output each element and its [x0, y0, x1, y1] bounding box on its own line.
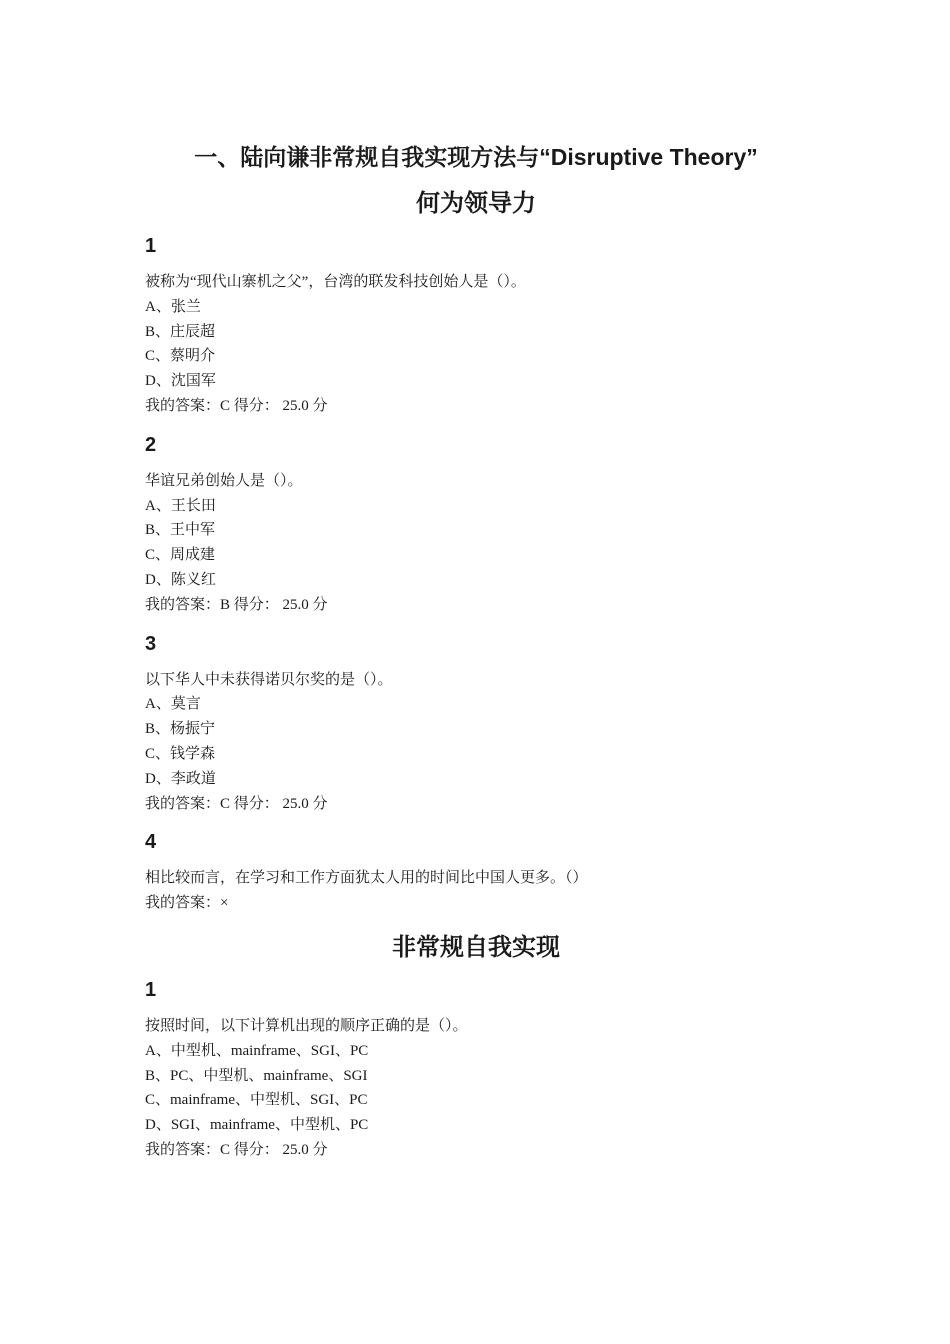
question-text: 相比较而言，在学习和工作方面犹太人用的时间比中国人更多。（）: [145, 870, 588, 887]
question-number: 4: [145, 831, 157, 854]
question-block: [145, 232, 807, 419]
question-number: 1: [145, 978, 157, 1001]
document-page: [145, 142, 807, 1175]
option-b: B、杨振宁: [145, 721, 216, 738]
option-b: B、庄辰超: [145, 323, 216, 340]
option-d: D、SGI、mainframe、中型机、PC: [145, 1117, 369, 1134]
answer-line: 我的答案：B 得分： 25.0 分: [145, 596, 328, 613]
question-text: 按照时间，以下计算机出现的顺序正确的是（）。: [145, 1017, 468, 1034]
document-title: 一、陆向谦非常规自我实现方法与“Disruptive Theory”: [194, 144, 758, 170]
answer-line: 我的答案：×: [145, 895, 229, 912]
question-text: 以下华人中未获得诺贝尔奖的是（）。: [145, 671, 393, 688]
option-b: B、王中军: [145, 522, 216, 539]
answer-line: 我的答案：C 得分： 25.0 分: [145, 795, 328, 812]
option-c: C、周成建: [145, 547, 216, 564]
option-a: A、中型机、mainframe、SGI、PC: [145, 1042, 369, 1059]
option-c: C、mainframe、中型机、SGI、PC: [145, 1092, 368, 1109]
section-title: 非常规自我实现: [392, 933, 560, 961]
question-number: 3: [145, 632, 157, 655]
option-c: C、钱学森: [145, 745, 216, 762]
option-d: D、陈义红: [145, 571, 216, 588]
question-text: 被称为“现代山寨机之父”，台湾的联发科技创始人是（）。: [145, 274, 526, 290]
question-block: [145, 630, 807, 817]
section-title: 何为领导力: [416, 190, 536, 217]
answer-line: 我的答案：C 得分： 25.0 分: [145, 397, 328, 414]
option-b: B、PC、中型机、mainframe、SGI: [145, 1067, 368, 1084]
option-d: D、沈国军: [145, 373, 216, 390]
option-d: D、李政道: [145, 770, 216, 787]
answer-line: 我的答案：C 得分： 25.0 分: [145, 1141, 328, 1158]
option-a: A、张兰: [145, 298, 201, 315]
question-number: 2: [145, 433, 157, 456]
question-block: [145, 976, 807, 1163]
question-number: 1: [145, 235, 157, 257]
question-block: [145, 431, 807, 618]
option-a: A、王长田: [145, 497, 216, 514]
question-block: [145, 828, 807, 916]
question-text: 华谊兄弟创始人是（）。: [145, 472, 303, 489]
option-a: A、莫言: [145, 696, 201, 713]
option-c: C、蔡明介: [145, 348, 216, 365]
